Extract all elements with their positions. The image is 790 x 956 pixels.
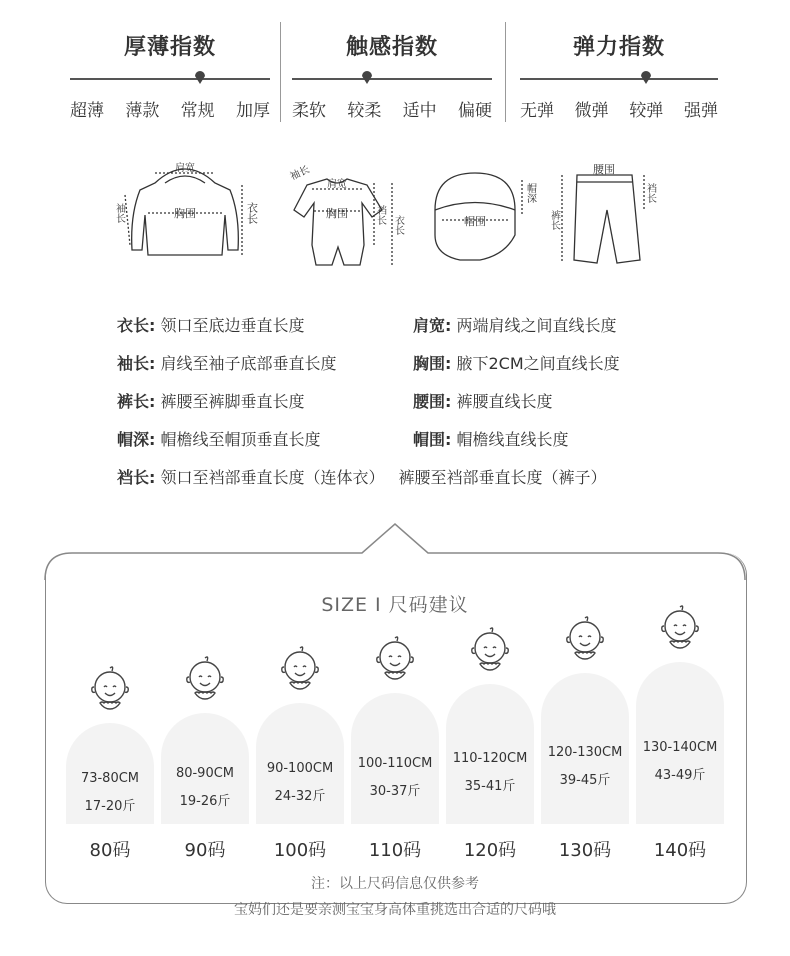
size-card [66, 723, 154, 824]
index-marker-icon [362, 72, 372, 84]
size-card [351, 693, 439, 824]
size-height: 90-100CM [266, 761, 334, 776]
baby-face-icon [373, 635, 417, 685]
def-xiuchang [117, 351, 337, 374]
hoodie-diagram [110, 155, 260, 275]
index-label: 较柔 [347, 101, 382, 121]
def-jiankuan [413, 313, 617, 336]
touch-index [292, 0, 492, 135]
baby-face-icon [658, 604, 702, 654]
size-code: 120码 [463, 840, 517, 861]
baby-face-icon [183, 655, 227, 705]
def-yaowei [413, 389, 553, 412]
index-title: 弹力指数 [572, 35, 665, 60]
size-weight: 35-41斤 [464, 779, 516, 794]
def-kuchang [117, 389, 305, 412]
size-height: 110-120CM [452, 751, 528, 766]
diagram-label: 帽深 [524, 183, 536, 203]
index-labels [292, 96, 492, 121]
size-code: 140码 [653, 840, 707, 861]
diagram-label: 胸围 [174, 207, 196, 220]
index-label: 加厚 [235, 101, 270, 121]
size-card [256, 703, 344, 824]
size-card [541, 673, 629, 824]
size-title: SIZE I 尺码建议 [321, 594, 469, 616]
index-label: 强弹 [683, 101, 718, 121]
size-height: 73-80CM [80, 771, 140, 786]
size-code: 110码 [368, 840, 422, 861]
index-label: 无弹 [520, 101, 554, 121]
def-key: 胸围: [413, 354, 452, 373]
diagram-label: 帽围 [464, 215, 486, 228]
index-label: 柔软 [292, 101, 326, 121]
index-label: 偏硬 [457, 101, 492, 121]
hat-diagram [420, 155, 540, 275]
divider [280, 22, 281, 122]
size-card [446, 684, 534, 824]
def-key: 腰围: [413, 392, 452, 411]
index-labels [70, 96, 270, 121]
def-value: 肩线至袖子底部垂直长度 [160, 354, 337, 373]
romper-diagram [272, 155, 412, 275]
size-height: 130-140CM [642, 740, 718, 755]
def-value: 帽檐线直线长度 [456, 430, 569, 449]
size-height: 100-110CM [357, 756, 433, 771]
size-code: 80码 [89, 840, 131, 861]
hoodie-icon [110, 155, 260, 275]
def-key: 裆长: [117, 468, 156, 487]
baby-face-icon [563, 615, 607, 665]
index-scale-line [520, 78, 718, 80]
def-dangchang [117, 465, 607, 488]
def-value: 帽檐线至帽顶垂直长度 [160, 430, 321, 449]
baby-face-icon [468, 626, 512, 676]
divider [505, 22, 506, 122]
size-weight: 43-49斤 [654, 768, 706, 783]
index-labels [520, 96, 718, 121]
size-card [161, 713, 249, 824]
size-card [636, 662, 724, 824]
size-code: 130码 [558, 840, 612, 861]
def-key: 衣长: [117, 316, 156, 335]
diagram-label: 肩宽 [327, 179, 347, 190]
size-code: 100码 [273, 840, 327, 861]
index-marker-icon [195, 72, 205, 84]
size-weight: 17-20斤 [84, 799, 136, 814]
size-code: 90码 [184, 840, 226, 861]
index-label: 适中 [402, 101, 437, 121]
baby-face-icon [88, 665, 132, 715]
size-height: 120-130CM [547, 745, 623, 760]
index-label: 常规 [180, 101, 215, 121]
def-yichang [117, 313, 305, 336]
index-label: 微弹 [574, 101, 609, 121]
note-line-1: 注：以上尺码信息仅供参考 [311, 876, 479, 892]
index-title: 触感指数 [345, 35, 438, 60]
romper-icon [272, 155, 412, 275]
diagram-label: 腰围 [593, 163, 615, 176]
index-label: 较弹 [629, 101, 664, 121]
def-value: 两端肩线之间直线长度 [456, 316, 617, 335]
size-weight: 19-26斤 [179, 794, 231, 809]
index-title: 厚薄指数 [123, 35, 216, 60]
def-key: 袖长: [117, 354, 156, 373]
index-scale-line [292, 78, 492, 80]
def-key: 肩宽: [413, 316, 452, 335]
def-key: 帽围: [413, 430, 452, 449]
hat-icon [420, 155, 540, 275]
diagram-label: 裤长 [548, 210, 560, 230]
pants-icon [548, 155, 662, 275]
diagram-label: 胸围 [326, 207, 348, 220]
diagram-label: 袖长 [288, 164, 312, 183]
def-value: 领口至底边垂直长度 [160, 316, 305, 335]
def-key: 帽深: [117, 430, 156, 449]
size-weight: 30-37斤 [369, 784, 421, 799]
index-label: 薄款 [125, 101, 160, 121]
note-line-2: 宝妈们还是要亲测宝宝身高体重挑选出合适的尺码哦 [234, 902, 556, 918]
diagram-label: 裆长 [374, 205, 386, 225]
diagram-label: 肩宽 [175, 163, 195, 174]
def-value: 裤腰至裆部垂直长度（裤子） [398, 468, 607, 487]
diagram-label: 裆长 [644, 183, 656, 203]
baby-face-icon [278, 645, 322, 695]
size-height: 80-90CM [175, 766, 235, 781]
size-weight: 39-45斤 [559, 773, 611, 788]
diagram-label: 衣长 [245, 202, 259, 224]
pants-diagram [548, 155, 662, 275]
index-scale-line [70, 78, 270, 80]
thickness-index [70, 0, 270, 135]
index-marker-icon [641, 72, 651, 84]
index-label: 超薄 [70, 101, 104, 121]
def-value: 领口至裆部垂直长度（连体衣） [160, 468, 385, 487]
diagram-label: 袖长 [113, 203, 125, 223]
def-xiongwei [413, 351, 620, 374]
diagram-label: 衣长 [392, 215, 404, 235]
size-weight: 24-32斤 [274, 789, 326, 804]
def-value: 腋下2CM之间直线长度 [456, 354, 620, 373]
def-value: 裤腰直线长度 [456, 392, 553, 411]
def-value: 裤腰至裤脚垂直长度 [160, 392, 305, 411]
def-maoshen [117, 427, 321, 450]
elastic-index [520, 0, 718, 135]
def-maowei [413, 427, 569, 450]
def-key: 裤长: [117, 392, 156, 411]
